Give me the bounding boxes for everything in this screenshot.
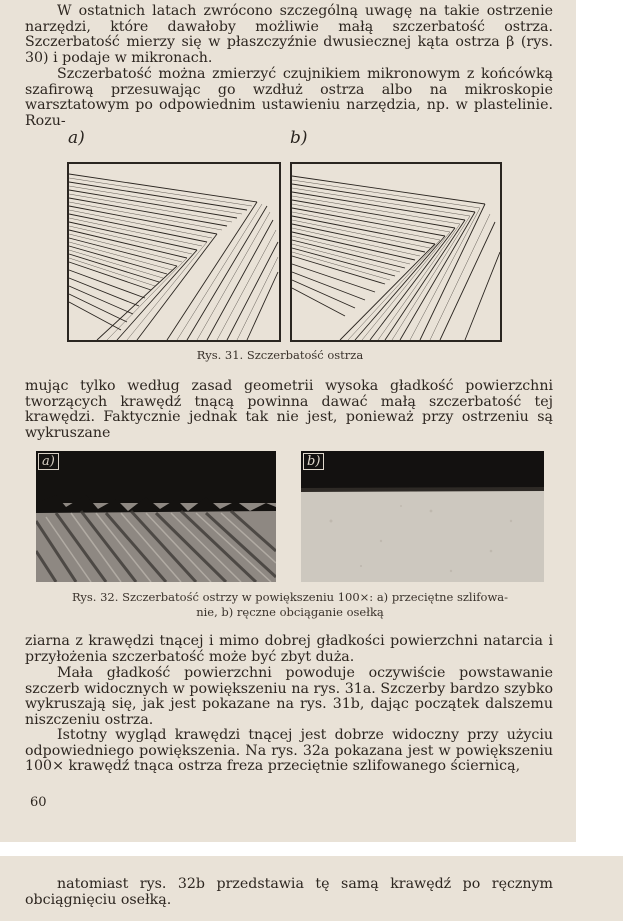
fig32-label-b: b) xyxy=(303,453,324,470)
paragraph-5: Mała gładkość powierzchni powoduje oczywiście powstawanie szczerb widocznych w powiększeniu na rys. 31a. Szczerby bardzo szybko wykruszają się, jak jest pokazane na rys. 31b, dając początek dalszemu niszczeniu ostrza. xyxy=(25,665,553,729)
next-page xyxy=(0,856,623,921)
fig32-caption-line-1: Rys. 32. Szczerbatość ostrzy w powiększeniu 100×: a) przeciętne szlifowa- xyxy=(71,590,509,604)
fig31-caption: Rys. 31. Szczerbatość ostrza xyxy=(196,348,364,362)
page-number: 60 xyxy=(30,795,47,810)
paragraph-2: Szczerbatość można zmierzyć czujnikiem mikronowym z końcówką szafirową przesuwając go wzdłuż ostrza albo na mikroskopie warsztatowym po odpowiednim ustawieniu narzędzia, np. w plastelinie. Rozu- xyxy=(25,66,553,130)
fig32-caption-line-2: nie, b) ręczne obciąganie osełką xyxy=(196,605,384,619)
paragraph-4: ziarna z krawędzi tnącej i mimo dobrej gładkości powierzchni natarcia i przyłożenia szczerbatość może być zbyt duża. xyxy=(25,633,553,665)
fig32-label-a: a) xyxy=(38,453,59,470)
fig32-photo-a xyxy=(36,451,276,582)
paragraph-6: Istotny wygląd krawędzi tnącej jest dobrze widoczny przy użyciu odpowiedniego powiększenia. Na rys. 32a pokazana jest w powiększeniu 100× krawędź tnąca ostrza freza przeciętnie szlifowanego ściernicą, xyxy=(25,727,553,775)
paragraph-1: W ostatnich latach zwrócono szczególną uwagę na takie ostrzenie narzędzi, które dawałoby możliwie małą szczerbatość ostrza. Szczerbatość mierzy się w płaszczyźnie dwusiecznej kąta ostrza β (rys. 30) i podaje w mikronach. xyxy=(25,3,553,67)
paragraph-3: mując tylko według zasad geometrii wysoka gładkość powierzchni tworzących krawędź tnącą powinna dawać małą szczerbatość tej krawędzi. Faktycznie jednak tak nie jest, ponieważ przy ostrzeniu są wykruszane xyxy=(25,378,553,442)
next-page-paragraph: natomiast rys. 32b przedstawia tę samą krawędź po ręcznym obciągnięciu osełką. xyxy=(25,876,553,908)
fig31-drawing-a xyxy=(67,162,281,342)
fig31-drawing-b xyxy=(290,162,502,342)
fig31-label-a: a) xyxy=(68,128,85,148)
fig31-label-b: b) xyxy=(290,128,308,148)
fig32-photo-b xyxy=(301,451,544,582)
